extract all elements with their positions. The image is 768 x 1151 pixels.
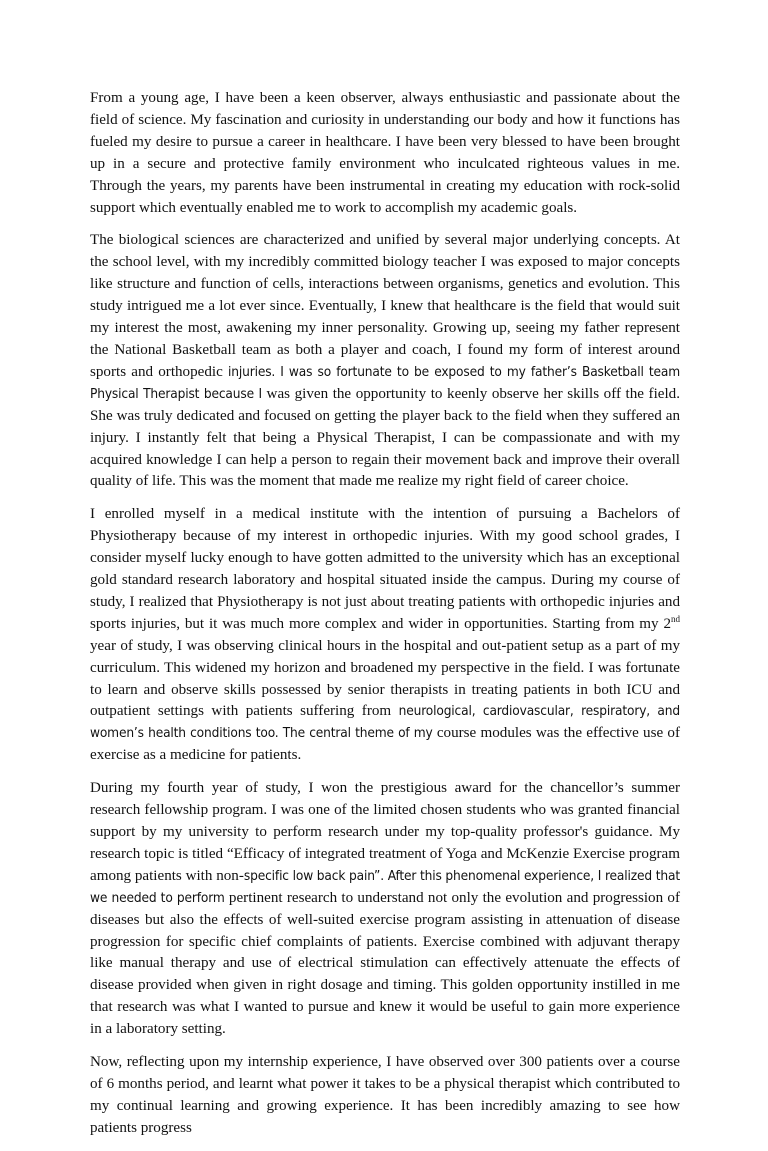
paragraph-text: I enrolled myself in a medical institute with the intention of pursuing a Bachelors of Physiotherapy because of my interest in orthopedic injuries. With my good school grades, I consider myself lucky enough to have gotten admitted to the university which has an exceptional gold standard research laboratory and hospital situated inside the campus. During my course of study, I realized that Physiotherapy is not just about treating patients with orthopedic injuries and sports injuries, but it was much more complex and wider in opportunities. Starting from my 2	[90, 506, 680, 632]
paragraph-early-interest	[90, 88, 680, 219]
paragraph-text-alt-font: injuries. I was so fortunate to be exposed to my father’s Basketball team Physical Therapist because I	[90, 363, 680, 402]
document-page	[90, 88, 680, 1151]
paragraph-text: Now, reflecting upon my internship experience, I have observed over 300 patients over a course of 6 months period, and learnt what power it takes to be a physical therapist which contributed to my continual learning and growing experience. It has been incredibly amazing to see how patients progress	[90, 1054, 680, 1136]
paragraph-internship	[90, 1052, 680, 1140]
paragraph-text: year of study, I was observing clinical hours in the hospital and out-patient setup as a part of my curriculum. This widened my horizon and broadened my perspective in the field. I was fortunate to learn and observe skills possessed by senior therapists in treating patients in both ICU and outpatient settings with patients suffering from	[90, 637, 680, 720]
paragraph-text: From a young age, I have been a keen observer, always enthusiastic and passionate about the field of science. My fascination and curiosity in understanding our body and how it functions has fueled my desire to pursue a career in healthcare. I have been very blessed to have been brought up in a secure and protective family environment who inculcated righteous values in me. Through the years, my parents have been instrumental in creating my education with rock-solid support which eventually enabled me to work to accomplish my academic goals.	[90, 90, 680, 216]
paragraph-text: pertinent research to understand not only the evolution and progression of diseases but also the effects of well-suited exercise program assisting in attenuation of disease progression for specific chief complaints of patients. Exercise combined with adjuvant therapy like manual therapy and use of electrical stimulation can effectively attenuate the effects of disease provided when given in right dosage and timing. This golden opportunity instilled in me that research was what I wanted to pursue and knew it would be useful to gain more experience in a laboratory setting.	[90, 889, 680, 1038]
paragraph-text: course modules was the effective use of exercise as a medicine for patients.	[90, 725, 680, 764]
paragraph-medical-institute	[90, 504, 680, 767]
paragraph-research-fellowship	[90, 778, 680, 1041]
paragraph-text-alt-font: neurological, cardiovascular, respiratory, and women’s health conditions too. The central theme of my	[90, 703, 680, 742]
paragraph-biological-sciences	[90, 230, 680, 493]
paragraph-text: The biological sciences are characterized and unified by several major underlying concepts. At the school level, with my incredibly committed biology teacher I was exposed to major concepts like structure and function of cells, interactions between organisms, genetics and evolution. This study intrigued me a lot ever since. Eventually, I knew that healthcare is the field that would suit my interest the most, awakening my inner personality. Growing up, seeing my father represent the National Basketball team as both a player and coach, I found my form of interest around sports and orthopedic	[90, 232, 680, 380]
paragraph-text: was given the opportunity to keenly observe her skills off the field. She was truly dedicated and focused on getting the player back to the field when they suffered an injury. I instantly felt that being a Physical Therapist, I can be compassionate and with my acquired knowledge I can help a person to regain their movement back and improve their overall quality of life. This was the moment that made me realize my right field of career choice.	[90, 385, 680, 490]
paragraph-text: During my fourth year of study, I won the prestigious award for the chancellor’s summer research fellowship program. I was one of the limited chosen students who was granted financial support by my university to perform research under my top-quality professor's guidance. My research topic is titled “Efficacy of integrated treatment of Yoga and McKenzie Exercise program among patients with non-	[90, 780, 680, 884]
ordinal-superscript: nd	[671, 613, 680, 624]
paragraph-text-alt-font: specific low back pain”. After this phenomenal experience, I realized that we needed to perform	[90, 867, 680, 906]
